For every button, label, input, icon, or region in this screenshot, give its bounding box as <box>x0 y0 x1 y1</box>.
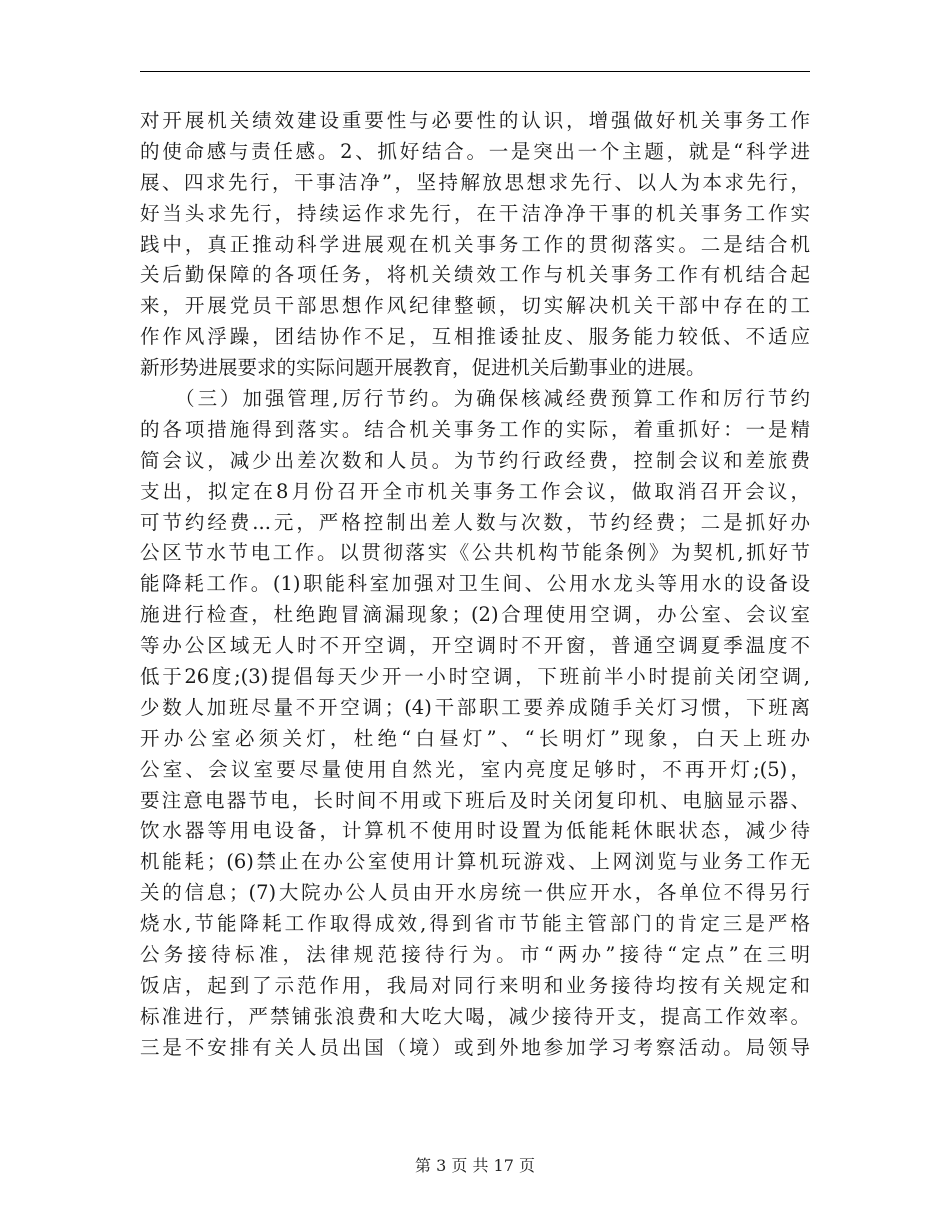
text-line: 等办公区域无人时不开空调，开空调时不开窗，普通空调夏季温度不 <box>140 634 810 658</box>
text-line: 开办公室必须关灯，杜绝“白昼灯”、“长明灯”现象，白天上班办 <box>140 726 810 750</box>
text-line: 少数人加班尽量不开空调；(4)干部职工要养成随手关灯习惯，下班离 <box>140 695 810 719</box>
text-line: 践中，真正推动科学进展观在机关事务工作的贯彻落实。二是结合机 <box>140 232 810 256</box>
text-line: 公区节水节电工作。以贯彻落实《公共机构节能条例》为契机,抓好节 <box>140 541 810 565</box>
text-line: 标准进行，严禁铺张浪费和大吃大喝，减少接待开支，提高工作效率。 <box>140 1004 810 1028</box>
text-line: 作作风浮躁，团结协作不足，互相推诿扯皮、服务能力较低、不适应 <box>140 325 810 349</box>
text-line: 公室、会议室要尽量使用自然光，室内亮度足够时，不再开灯;(5)， <box>140 757 810 781</box>
text-line: 对开展机关绩效建设重要性与必要性的认识，增强做好机关事务工作 <box>140 109 810 132</box>
text-line: 烧水,节能降耗工作取得成效,得到省市节能主管部门的肯定三是严格 <box>140 912 810 936</box>
text-line: 展、四求先行，干事洁净”，坚持解放思想求先行、以人为本求先行， <box>140 170 810 194</box>
text-line: 来，开展党员干部思想作风纪律整顿，切实解决机关干部中存在的工 <box>140 294 810 318</box>
text-line: 要注意电器节电，长时间不用或下班后及时关闭复印机、电脑显示器、 <box>140 788 810 812</box>
text-line: 好当头求先行，持续运作求先行，在干洁净净干事的机关事务工作实 <box>140 201 810 225</box>
text-line: 支出，拟定在8月份召开全市机关事务工作会议，做取消召开会议， <box>140 479 810 503</box>
text-line: 新形势进展要求的实际问题开展教育，促进机关后勤事业的进展。 <box>140 356 706 380</box>
text-line: 关的信息；(7)大院办公人员由开水房统一供应开水，各单位不得另行 <box>140 881 810 905</box>
text-line: 三是不安排有关人员出国（境）或到外地参加学习考察活动。局领导 <box>140 1035 810 1059</box>
text-line: （三）加强管理,厉行节约。为确保核减经费预算工作和厉行节约 <box>140 387 810 411</box>
text-line: 饭店，起到了示范作用，我局对同行来明和业务接待均按有关规定和 <box>140 973 810 997</box>
text-line: 的各项措施得到落实。结合机关事务工作的实际，着重抓好：一是精 <box>140 417 810 441</box>
text-line: 公务接待标准，法律规范接待行为。市“两办”接待“定点”在三明 <box>140 943 810 967</box>
text-line: 简会议，减少出差次数和人员。为节约行政经费，控制会议和差旅费 <box>140 448 810 472</box>
text-line: 饮水器等用电设备，计算机不使用时设置为低能耗休眠状态，减少待 <box>140 819 810 843</box>
text-line: 低于26度;(3)提倡每天少开一小时空调，下班前半小时提前关闭空调, <box>140 665 810 689</box>
text-line: 机能耗；(6)禁止在办公室使用计算机玩游戏、上网浏览与业务工作无 <box>140 850 810 874</box>
document-body <box>140 106 810 1064</box>
text-line: 能降耗工作。(1)职能科室加强对卫生间、公用水龙头等用水的设备设 <box>140 572 810 596</box>
text-line: 施进行检查，杜绝跑冒滴漏现象；(2)合理使用空调，办公室、会议室 <box>140 603 810 627</box>
text-line: 的使命感与责任感。2、抓好结合。一是突出一个主题，就是“科学进 <box>140 139 810 163</box>
header-rule <box>140 71 810 72</box>
text-line: 可节约经费...元，严格控制出差人数与次数，节约经费；二是抓好办 <box>140 510 810 534</box>
page-number: 第 3 页 共 17 页 <box>415 1156 535 1175</box>
text-line: 关后勤保障的各项任务，将机关绩效工作与机关事务工作有机结合起 <box>140 263 810 287</box>
